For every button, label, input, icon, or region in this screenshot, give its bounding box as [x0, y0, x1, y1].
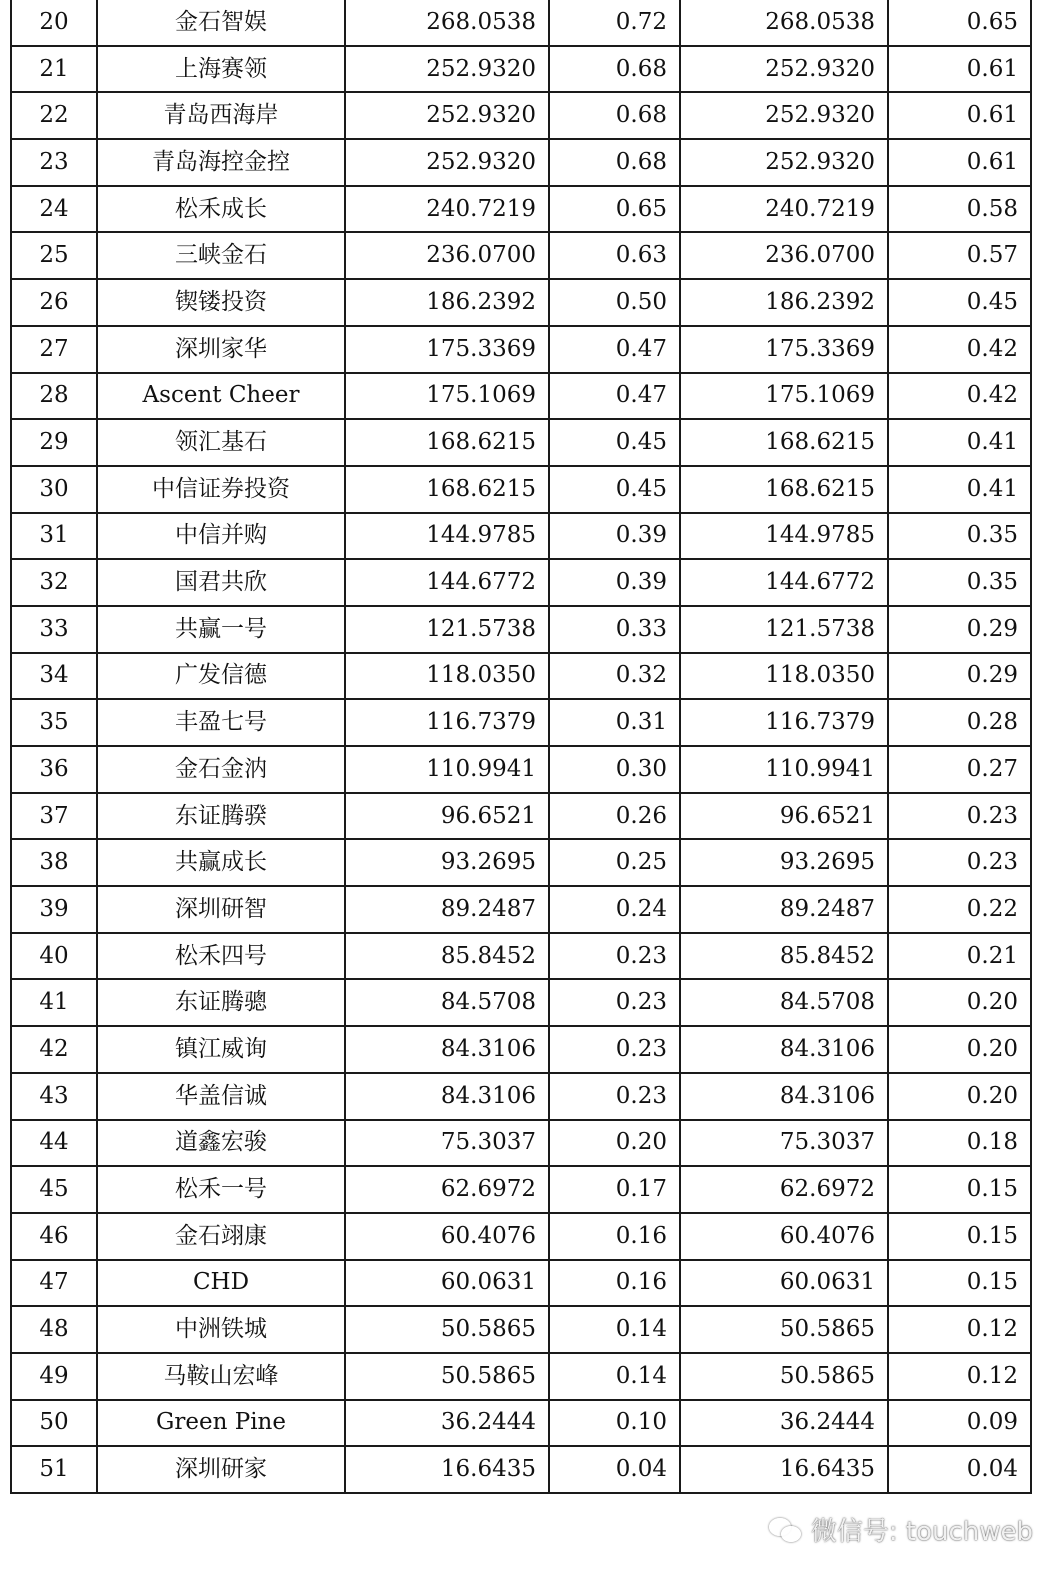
ratio-after-cell: 0.28	[888, 699, 1031, 746]
table-row	[11, 513, 1031, 560]
shares-after-cell: 93.2695	[680, 839, 888, 886]
shares-after-cell: 121.5738	[680, 606, 888, 653]
table-row	[11, 933, 1031, 980]
row-number-cell: 30	[11, 466, 97, 513]
shares-before-cell: 186.2392	[345, 279, 549, 326]
row-number-cell: 37	[11, 793, 97, 840]
shares-after-cell: 62.6972	[680, 1166, 888, 1213]
ratio-after-cell: 0.35	[888, 513, 1031, 560]
ratio-before-cell: 0.23	[549, 1073, 680, 1120]
row-number-cell: 33	[11, 606, 97, 653]
shares-before-cell: 144.9785	[345, 513, 549, 560]
ratio-after-cell: 0.23	[888, 793, 1031, 840]
table-row	[11, 232, 1031, 279]
shares-before-cell: 252.9320	[345, 92, 549, 139]
ratio-after-cell: 0.65	[888, 0, 1031, 46]
ratio-before-cell: 0.10	[549, 1400, 680, 1447]
shareholder-name-cell: 青岛西海岸	[97, 92, 345, 139]
row-number-cell: 27	[11, 326, 97, 373]
table-row	[11, 886, 1031, 933]
shareholder-name-cell: 三峡金石	[97, 232, 345, 279]
shares-before-cell: 175.3369	[345, 326, 549, 373]
shares-before-cell: 168.6215	[345, 466, 549, 513]
shares-after-cell: 50.5865	[680, 1353, 888, 1400]
ratio-before-cell: 0.39	[549, 513, 680, 560]
shares-after-cell: 85.8452	[680, 933, 888, 980]
shareholder-name-cell: 上海赛领	[97, 46, 345, 93]
ratio-before-cell: 0.14	[549, 1306, 680, 1353]
ratio-before-cell: 0.14	[549, 1353, 680, 1400]
row-number-cell: 50	[11, 1400, 97, 1447]
shares-before-cell: 240.7219	[345, 186, 549, 233]
shareholder-name-cell: 锲镂投资	[97, 279, 345, 326]
shares-after-cell: 144.6772	[680, 559, 888, 606]
table-row	[11, 139, 1031, 186]
shares-before-cell: 84.3106	[345, 1073, 549, 1120]
row-number-cell: 35	[11, 699, 97, 746]
table-row	[11, 279, 1031, 326]
ratio-after-cell: 0.12	[888, 1353, 1031, 1400]
ratio-before-cell: 0.68	[549, 139, 680, 186]
shares-after-cell: 84.3106	[680, 1073, 888, 1120]
shareholder-name-cell: 东证腾骙	[97, 793, 345, 840]
row-number-cell: 32	[11, 559, 97, 606]
ratio-after-cell: 0.21	[888, 933, 1031, 980]
table-row	[11, 746, 1031, 793]
shares-after-cell: 175.1069	[680, 373, 888, 420]
shares-after-cell: 96.6521	[680, 793, 888, 840]
ratio-before-cell: 0.33	[549, 606, 680, 653]
shareholder-name-cell: 共赢成长	[97, 839, 345, 886]
shares-after-cell: 186.2392	[680, 279, 888, 326]
shares-before-cell: 50.5865	[345, 1353, 549, 1400]
ratio-after-cell: 0.23	[888, 839, 1031, 886]
table-row	[11, 1213, 1031, 1260]
row-number-cell: 21	[11, 46, 97, 93]
shareholder-name-cell: 国君共欣	[97, 559, 345, 606]
ratio-before-cell: 0.45	[549, 419, 680, 466]
shareholder-name-cell: Ascent Cheer	[97, 373, 345, 420]
shares-before-cell: 110.9941	[345, 746, 549, 793]
ratio-before-cell: 0.20	[549, 1120, 680, 1167]
table-row	[11, 186, 1031, 233]
ratio-after-cell: 0.15	[888, 1166, 1031, 1213]
table-row	[11, 1120, 1031, 1167]
shareholder-name-cell: CHD	[97, 1260, 345, 1307]
table-row	[11, 326, 1031, 373]
ratio-before-cell: 0.45	[549, 466, 680, 513]
ratio-before-cell: 0.25	[549, 839, 680, 886]
table-row	[11, 1073, 1031, 1120]
shareholder-table	[10, 0, 1032, 1494]
watermark	[769, 1511, 1033, 1548]
shares-after-cell: 252.9320	[680, 92, 888, 139]
row-number-cell: 41	[11, 979, 97, 1026]
shares-before-cell: 93.2695	[345, 839, 549, 886]
row-number-cell: 25	[11, 232, 97, 279]
shares-before-cell: 175.1069	[345, 373, 549, 420]
shares-after-cell: 84.5708	[680, 979, 888, 1026]
shares-before-cell: 252.9320	[345, 46, 549, 93]
ratio-before-cell: 0.24	[549, 886, 680, 933]
shareholder-name-cell: 中信证券投资	[97, 466, 345, 513]
ratio-before-cell: 0.63	[549, 232, 680, 279]
table-row	[11, 606, 1031, 653]
watermark-text: 微信号: touchweb	[810, 1517, 1033, 1547]
shares-after-cell: 240.7219	[680, 186, 888, 233]
shares-before-cell: 121.5738	[345, 606, 549, 653]
row-number-cell: 26	[11, 279, 97, 326]
shareholder-name-cell: 共赢一号	[97, 606, 345, 653]
ratio-after-cell: 0.57	[888, 232, 1031, 279]
table-row	[11, 466, 1031, 513]
ratio-before-cell: 0.50	[549, 279, 680, 326]
ratio-after-cell: 0.45	[888, 279, 1031, 326]
row-number-cell: 29	[11, 419, 97, 466]
row-number-cell: 49	[11, 1353, 97, 1400]
row-number-cell: 46	[11, 1213, 97, 1260]
shareholder-name-cell: 松禾成长	[97, 186, 345, 233]
shareholder-name-cell: 镇江威询	[97, 1026, 345, 1073]
row-number-cell: 22	[11, 92, 97, 139]
shares-after-cell: 89.2487	[680, 886, 888, 933]
shareholder-name-cell: 深圳家华	[97, 326, 345, 373]
shares-before-cell: 118.0350	[345, 653, 549, 700]
table-row	[11, 699, 1031, 746]
shares-before-cell: 16.6435	[345, 1446, 549, 1493]
shares-after-cell: 110.9941	[680, 746, 888, 793]
shareholder-name-cell: 金石金汭	[97, 746, 345, 793]
ratio-after-cell: 0.61	[888, 139, 1031, 186]
shares-before-cell: 116.7379	[345, 699, 549, 746]
table-row	[11, 1400, 1031, 1447]
ratio-after-cell: 0.20	[888, 1026, 1031, 1073]
shares-before-cell: 62.6972	[345, 1166, 549, 1213]
table-row	[11, 839, 1031, 886]
row-number-cell: 36	[11, 746, 97, 793]
shares-after-cell: 252.9320	[680, 139, 888, 186]
shares-before-cell: 75.3037	[345, 1120, 549, 1167]
table-row	[11, 559, 1031, 606]
table-row	[11, 46, 1031, 93]
table-row	[11, 1446, 1031, 1493]
row-number-cell: 48	[11, 1306, 97, 1353]
shareholder-name-cell: 领汇基石	[97, 419, 345, 466]
row-number-cell: 38	[11, 839, 97, 886]
shares-after-cell: 175.3369	[680, 326, 888, 373]
row-number-cell: 20	[11, 0, 97, 46]
row-number-cell: 42	[11, 1026, 97, 1073]
row-number-cell: 34	[11, 653, 97, 700]
ratio-after-cell: 0.12	[888, 1306, 1031, 1353]
wechat-icon	[769, 1516, 803, 1544]
table-row	[11, 1260, 1031, 1307]
shares-after-cell: 144.9785	[680, 513, 888, 560]
shares-before-cell: 96.6521	[345, 793, 549, 840]
ratio-after-cell: 0.15	[888, 1213, 1031, 1260]
table-row	[11, 979, 1031, 1026]
ratio-before-cell: 0.39	[549, 559, 680, 606]
shareholder-name-cell: 深圳研智	[97, 886, 345, 933]
row-number-cell: 31	[11, 513, 97, 560]
shareholder-name-cell: 松禾四号	[97, 933, 345, 980]
row-number-cell: 51	[11, 1446, 97, 1493]
ratio-after-cell: 0.29	[888, 653, 1031, 700]
shareholder-name-cell: 青岛海控金控	[97, 139, 345, 186]
ratio-before-cell: 0.47	[549, 326, 680, 373]
row-number-cell: 24	[11, 186, 97, 233]
ratio-before-cell: 0.72	[549, 0, 680, 46]
ratio-before-cell: 0.31	[549, 699, 680, 746]
shareholder-name-cell: Green Pine	[97, 1400, 345, 1447]
shares-before-cell: 168.6215	[345, 419, 549, 466]
shares-before-cell: 84.5708	[345, 979, 549, 1026]
row-number-cell: 40	[11, 933, 97, 980]
table-body	[11, 0, 1031, 1493]
shares-before-cell: 252.9320	[345, 139, 549, 186]
table-row	[11, 419, 1031, 466]
shares-after-cell: 268.0538	[680, 0, 888, 46]
row-number-cell: 39	[11, 886, 97, 933]
ratio-before-cell: 0.17	[549, 1166, 680, 1213]
ratio-after-cell: 0.61	[888, 46, 1031, 93]
ratio-after-cell: 0.42	[888, 326, 1031, 373]
shareholder-table-container	[10, 0, 1030, 1494]
ratio-before-cell: 0.23	[549, 979, 680, 1026]
ratio-after-cell: 0.04	[888, 1446, 1031, 1493]
shareholder-name-cell: 金石翊康	[97, 1213, 345, 1260]
shares-after-cell: 168.6215	[680, 466, 888, 513]
shareholder-name-cell: 金石智娱	[97, 0, 345, 46]
shareholder-name-cell: 中洲铁城	[97, 1306, 345, 1353]
shares-after-cell: 252.9320	[680, 46, 888, 93]
shares-before-cell: 268.0538	[345, 0, 549, 46]
table-row	[11, 1026, 1031, 1073]
shares-before-cell: 36.2444	[345, 1400, 549, 1447]
ratio-before-cell: 0.23	[549, 933, 680, 980]
shares-before-cell: 60.4076	[345, 1213, 549, 1260]
ratio-before-cell: 0.32	[549, 653, 680, 700]
row-number-cell: 45	[11, 1166, 97, 1213]
ratio-after-cell: 0.20	[888, 979, 1031, 1026]
shares-before-cell: 84.3106	[345, 1026, 549, 1073]
shareholder-name-cell: 深圳研家	[97, 1446, 345, 1493]
shares-after-cell: 116.7379	[680, 699, 888, 746]
ratio-before-cell: 0.68	[549, 46, 680, 93]
shares-after-cell: 236.0700	[680, 232, 888, 279]
table-row	[11, 1353, 1031, 1400]
ratio-after-cell: 0.58	[888, 186, 1031, 233]
shareholder-name-cell: 马鞍山宏峰	[97, 1353, 345, 1400]
shareholder-name-cell: 松禾一号	[97, 1166, 345, 1213]
ratio-after-cell: 0.42	[888, 373, 1031, 420]
ratio-after-cell: 0.35	[888, 559, 1031, 606]
shares-before-cell: 144.6772	[345, 559, 549, 606]
ratio-after-cell: 0.41	[888, 466, 1031, 513]
ratio-before-cell: 0.47	[549, 373, 680, 420]
ratio-before-cell: 0.04	[549, 1446, 680, 1493]
shares-after-cell: 118.0350	[680, 653, 888, 700]
table-row	[11, 1306, 1031, 1353]
shares-after-cell: 84.3106	[680, 1026, 888, 1073]
ratio-after-cell: 0.09	[888, 1400, 1031, 1447]
shares-after-cell: 168.6215	[680, 419, 888, 466]
row-number-cell: 47	[11, 1260, 97, 1307]
row-number-cell: 44	[11, 1120, 97, 1167]
ratio-before-cell: 0.23	[549, 1026, 680, 1073]
ratio-after-cell: 0.20	[888, 1073, 1031, 1120]
shareholder-name-cell: 华盖信诚	[97, 1073, 345, 1120]
table-row	[11, 1166, 1031, 1213]
table-row	[11, 653, 1031, 700]
shares-after-cell: 36.2444	[680, 1400, 888, 1447]
shares-before-cell: 85.8452	[345, 933, 549, 980]
row-number-cell: 28	[11, 373, 97, 420]
shares-after-cell: 16.6435	[680, 1446, 888, 1493]
ratio-after-cell: 0.41	[888, 419, 1031, 466]
ratio-before-cell: 0.65	[549, 186, 680, 233]
ratio-after-cell: 0.18	[888, 1120, 1031, 1167]
shares-after-cell: 50.5865	[680, 1306, 888, 1353]
shareholder-name-cell: 丰盈七号	[97, 699, 345, 746]
shares-after-cell: 60.0631	[680, 1260, 888, 1307]
shareholder-name-cell: 广发信德	[97, 653, 345, 700]
ratio-before-cell: 0.16	[549, 1260, 680, 1307]
ratio-after-cell: 0.15	[888, 1260, 1031, 1307]
shares-after-cell: 60.4076	[680, 1213, 888, 1260]
shareholder-name-cell: 中信并购	[97, 513, 345, 560]
table-row	[11, 793, 1031, 840]
ratio-before-cell: 0.30	[549, 746, 680, 793]
shareholder-name-cell: 东证腾骢	[97, 979, 345, 1026]
ratio-after-cell: 0.27	[888, 746, 1031, 793]
shares-before-cell: 50.5865	[345, 1306, 549, 1353]
shares-before-cell: 89.2487	[345, 886, 549, 933]
shares-before-cell: 236.0700	[345, 232, 549, 279]
ratio-after-cell: 0.61	[888, 92, 1031, 139]
row-number-cell: 23	[11, 139, 97, 186]
shares-after-cell: 75.3037	[680, 1120, 888, 1167]
table-row	[11, 92, 1031, 139]
ratio-before-cell: 0.16	[549, 1213, 680, 1260]
ratio-before-cell: 0.68	[549, 92, 680, 139]
ratio-after-cell: 0.22	[888, 886, 1031, 933]
row-number-cell: 43	[11, 1073, 97, 1120]
table-row	[11, 373, 1031, 420]
shareholder-name-cell: 道鑫宏骏	[97, 1120, 345, 1167]
table-row	[11, 0, 1031, 46]
ratio-after-cell: 0.29	[888, 606, 1031, 653]
ratio-before-cell: 0.26	[549, 793, 680, 840]
shares-before-cell: 60.0631	[345, 1260, 549, 1307]
